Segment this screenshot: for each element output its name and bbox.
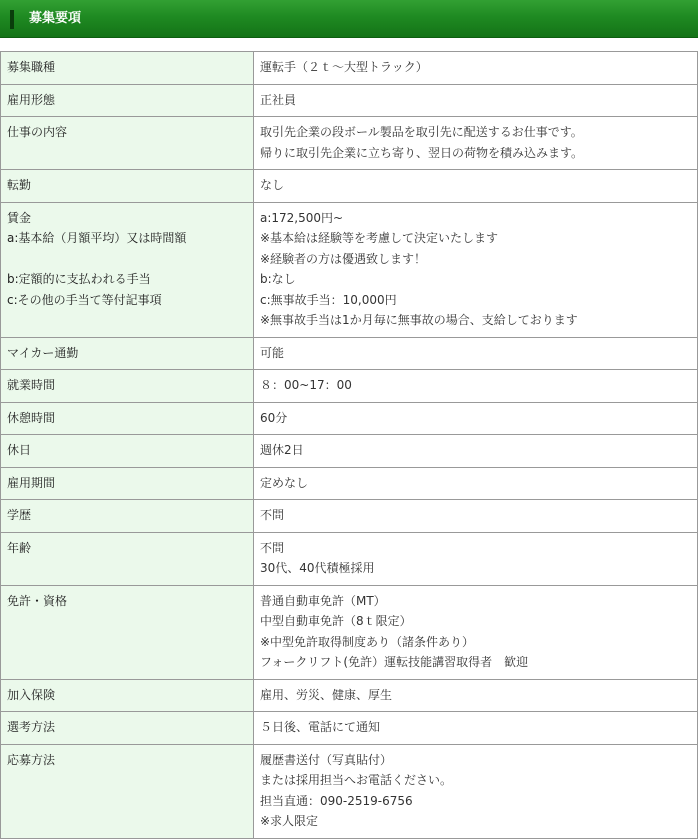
row-value-text: 担当直通：090-2519-6756 (260, 793, 413, 808)
row-value-text: ※中型免許取得制度あり（諸条件あり） (260, 634, 475, 649)
row-value-text: 履歴書送付（写真貼付） (260, 752, 393, 767)
row-label-text: b:定額的に支払われる手当 (7, 272, 151, 286)
header-accent-bar (10, 10, 14, 29)
row-value-cell (254, 370, 698, 403)
row-label-text (7, 249, 247, 270)
row-value-text: 正社員 (260, 92, 297, 107)
table-row (1, 370, 698, 403)
row-value-cell (254, 337, 698, 370)
job-details-table (0, 51, 698, 839)
row-value-text: ※求人限定 (260, 814, 319, 828)
row-label-text: 加入保険 (7, 687, 56, 702)
row-value-text: ５日後、電話にて通知 (260, 720, 381, 734)
row-value-cell (254, 435, 698, 468)
row-value-cell (254, 170, 698, 203)
row-value-text: a:172,500円~ (260, 210, 344, 225)
row-label-text: 休憩時間 (7, 410, 56, 425)
row-value-text: ８：00~17：00 (260, 378, 352, 392)
row-label-text: 仕事の内容 (7, 125, 68, 139)
row-value-text: 可能 (260, 345, 285, 360)
table-row (1, 500, 698, 533)
row-label-cell (1, 532, 254, 585)
table-row (1, 435, 698, 468)
row-label-text: c:その他の手当て等付記事項 (7, 292, 162, 307)
row-label-text: 雇用期間 (7, 475, 56, 490)
row-label-cell (1, 500, 254, 533)
table-row (1, 712, 698, 745)
table-row (1, 679, 698, 712)
row-value-cell (254, 467, 698, 500)
row-label-text: 転勤 (7, 178, 32, 192)
table-row (1, 532, 698, 585)
row-label-text: 年齢 (7, 540, 32, 555)
row-label-text: 応募方法 (7, 752, 56, 767)
row-value-cell (254, 532, 698, 585)
table-row (1, 170, 698, 203)
row-label-text: 募集職種 (7, 60, 56, 74)
row-value-cell (254, 117, 698, 170)
row-value-text: ※無事故手当は1か月毎に無事故の場合、支給しております (260, 313, 578, 327)
row-value-cell (254, 712, 698, 745)
row-value-cell (254, 679, 698, 712)
row-label-cell (1, 679, 254, 712)
row-label-cell (1, 202, 254, 337)
row-value-cell (254, 402, 698, 435)
row-label-cell (1, 337, 254, 370)
row-value-cell (254, 500, 698, 533)
row-value-cell (254, 744, 698, 838)
row-value-text: または採用担当へお電話ください。 (260, 773, 453, 787)
row-label-cell (1, 712, 254, 745)
table-row (1, 585, 698, 679)
row-label-cell (1, 402, 254, 435)
row-value-text: b:なし (260, 272, 296, 286)
row-value-text: 不問 (260, 508, 285, 522)
section-header (0, 0, 698, 38)
section-title: 募集要項 (29, 11, 82, 26)
row-label-text: 選考方法 (7, 720, 56, 734)
row-value-text: 取引先企業の段ボール製品を取引先に配送するお仕事です。 (260, 125, 583, 139)
row-value-text: 60分 (260, 410, 288, 425)
row-label-cell (1, 52, 254, 85)
table-row (1, 402, 698, 435)
row-value-text: ※経験者の方は優遇致します！ (260, 251, 427, 266)
table-row (1, 202, 698, 337)
row-value-text: 定めなし (260, 475, 309, 490)
table-row (1, 467, 698, 500)
row-label-cell (1, 370, 254, 403)
row-label-cell (1, 117, 254, 170)
row-value-text: 帰りに取引先企業に立ち寄り、翌日の荷物を積み込みます。 (260, 145, 584, 160)
row-label-cell (1, 170, 254, 203)
row-value-text: 運転手（２ｔ～大型トラック） (260, 60, 428, 74)
row-label-text: 学歴 (7, 508, 32, 522)
row-label-cell (1, 585, 254, 679)
row-label-text: 休日 (7, 443, 32, 457)
row-label-cell (1, 467, 254, 500)
job-details-table-wrapper (0, 51, 698, 839)
row-value-text: 雇用、労災、健康、厚生 (260, 687, 393, 702)
row-label-cell (1, 744, 254, 838)
row-value-text: c:無事故手当：10,000円 (260, 292, 397, 307)
row-value-text: ※基本給は経験等を考慮して決定いたします (260, 231, 499, 245)
row-label-text: 賃金 (7, 210, 32, 225)
row-value-text: なし (260, 178, 285, 192)
row-value-text: 週休2日 (260, 443, 304, 457)
row-label-text: a:基本給（月額平均）又は時間額 (7, 231, 187, 245)
row-value-text: フォークリフト(免許）運転技能講習取得者 歓迎 (260, 655, 529, 669)
row-value-text: 不問 (260, 540, 285, 555)
row-label-text: 就業時間 (7, 378, 56, 392)
table-row (1, 52, 698, 85)
row-value-text: 30代、40代積極採用 (260, 561, 375, 575)
row-label-text: 免許・資格 (7, 593, 68, 608)
row-value-text: 中型自動車免許（8ｔ限定） (260, 614, 412, 628)
row-value-cell (254, 585, 698, 679)
row-label-cell (1, 84, 254, 117)
row-label-cell (1, 435, 254, 468)
row-label-text: マイカー通勤 (7, 345, 79, 360)
row-value-cell (254, 202, 698, 337)
row-value-cell (254, 52, 698, 85)
row-value-cell (254, 84, 698, 117)
table-row (1, 337, 698, 370)
row-value-text: 普通自動車免許（MT） (260, 593, 386, 608)
table-row (1, 117, 698, 170)
table-row (1, 744, 698, 838)
row-label-text: 雇用形態 (7, 92, 56, 107)
table-row (1, 84, 698, 117)
